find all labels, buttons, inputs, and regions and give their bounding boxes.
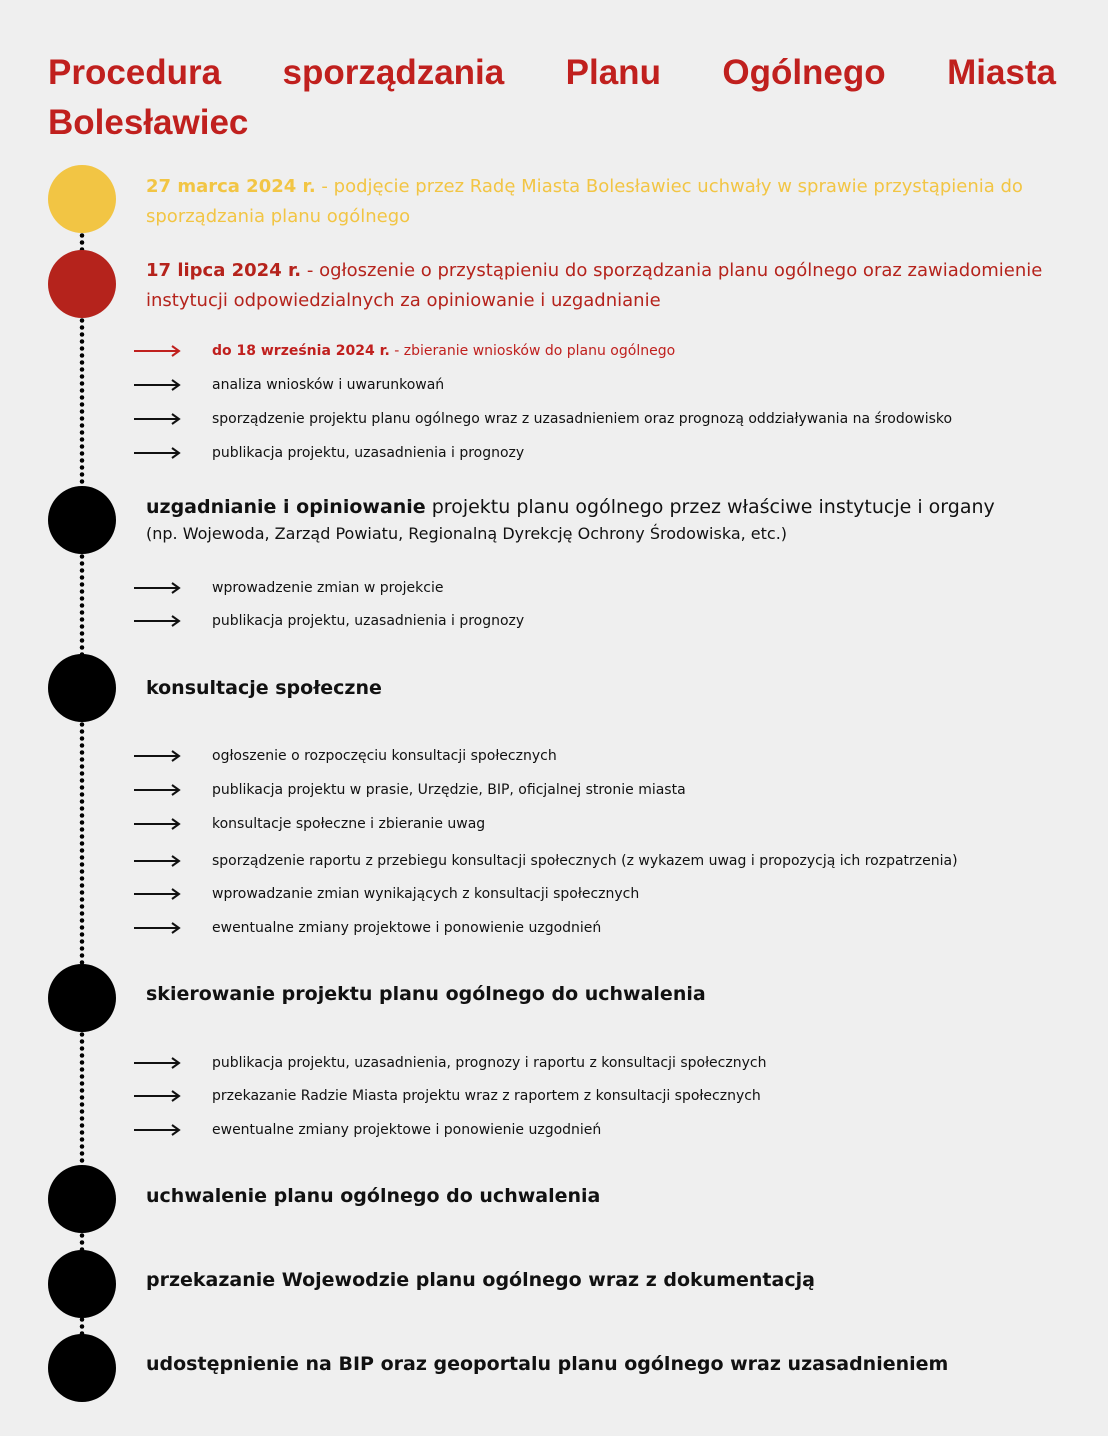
timeline-connector (79, 1316, 85, 1336)
arrow-right-icon (134, 344, 182, 358)
substep-text: ogłoszenie o rozpoczęciu konsultacji społecznych (212, 748, 557, 764)
arrow-right-icon (134, 854, 182, 868)
step-bold: udostępnienie na BIP oraz geoportalu planu ogólnego wraz uzasadnieniem (146, 1353, 949, 1375)
page-title: Procedura sporządzania Planu Ogólnego Miasta Bolesławiec (48, 53, 1056, 142)
arrow-right-icon (134, 446, 182, 460)
substep-item (134, 779, 1054, 801)
timeline-node (48, 1165, 116, 1233)
arrow-right-icon (134, 1056, 182, 1070)
timeline-node-yellow (48, 165, 116, 233)
substep-item (134, 1052, 1054, 1074)
substep-text: analiza wniosków i uwarunkowań (212, 377, 445, 393)
step-publication (146, 1350, 1056, 1378)
arrow-right-icon (134, 378, 182, 392)
step-agreements (146, 493, 1056, 547)
step-text: - podjęcie przez Radę Miasta Bolesławiec uchwały w sprawie przystąpienia do sporządzania planu ogólnego (146, 176, 1023, 227)
step-note: (np. Wojewoda, Zarząd Powiatu, Regionalną Dyrekcję Ochrony Środowiska, etc.) (146, 524, 788, 543)
step-bold: przekazanie Wojewodzie planu ogólnego wraz z dokumentacją (146, 1269, 815, 1291)
substep-text: sporządzenie projektu planu ogólnego wraz z uzasadnieniem oraz prognozą oddziaływania na środowisko (212, 411, 953, 427)
substep-text: ewentualne zmiany projektowe i ponowienie uzgodnień (212, 1122, 602, 1138)
substep-text: przekazanie Radzie Miasta projektu wraz z raportem z konsultacji społecznych (212, 1088, 761, 1104)
substep-item (134, 850, 1054, 872)
substep-item (134, 1119, 1054, 1141)
substep-text: wprowadzanie zmian wynikających z konsultacji społecznych (212, 886, 640, 902)
arrow-right-icon (134, 783, 182, 797)
substep-item (134, 577, 1054, 599)
arrow-right-icon (134, 887, 182, 901)
substep-text: ewentualne zmiany projektowe i ponowienie uzgodnień (212, 920, 602, 936)
substep-item (134, 745, 1054, 767)
substep-item (134, 442, 1054, 464)
substep-text: publikacja projektu, uzasadnienia i prognozy (212, 445, 525, 461)
arrow-right-icon (134, 1123, 182, 1137)
step-announcement (146, 256, 1056, 316)
arrow-right-icon (134, 412, 182, 426)
timeline-node-red (48, 250, 116, 318)
step-bold: uzgadnianie i opiniowanie (146, 496, 426, 518)
substep-item (134, 610, 1054, 632)
timeline-connector (79, 1031, 85, 1166)
timeline-connector (79, 553, 85, 655)
substep-text: wprowadzenie zmian w projekcie (212, 580, 444, 596)
step-date: 17 lipca 2024 r. (146, 260, 302, 281)
substep-item (134, 917, 1054, 939)
substep-text: - zbieranie wniosków do planu ogólnego (389, 343, 676, 359)
step-text: - ogłoszenie o przystąpieniu do sporządzania planu ogólnego oraz zawiadomienie instytucji odpowiedzialnych za opiniowanie i uzgadnianie (146, 260, 1043, 311)
timeline-node (48, 964, 116, 1032)
timeline-connector (79, 317, 85, 487)
timeline-node (48, 486, 116, 554)
substep-item (134, 1085, 1054, 1107)
arrow-right-icon (134, 1089, 182, 1103)
substep-item (134, 340, 1054, 362)
substep-text: sporządzenie raportu z przebiegu konsultacji społecznych (z wykazem uwag i propozycją ich rozpatrzenia) (212, 853, 958, 869)
substep-item (134, 408, 1054, 430)
timeline-node (48, 1250, 116, 1318)
step-bold: skierowanie projektu planu ogólnego do uchwalenia (146, 983, 706, 1005)
step-text: projektu planu ogólnego przez właściwe instytucje i organy (425, 496, 995, 518)
step-submission (146, 980, 1056, 1008)
substep-item (134, 374, 1054, 396)
substep-date: do 18 września 2024 r. (212, 343, 390, 359)
arrow-right-icon (134, 921, 182, 935)
step-adoption (146, 1182, 1056, 1210)
arrow-right-icon (134, 749, 182, 763)
substep-item (134, 883, 1054, 905)
substep-text: publikacja projektu w prasie, Urzędzie, BIP, oficjalnej stronie miasta (212, 782, 686, 798)
step-consultations (146, 674, 1056, 702)
arrow-right-icon (134, 817, 182, 831)
timeline-connector (79, 1232, 85, 1252)
timeline-node (48, 654, 116, 722)
step-voivode-transfer (146, 1266, 1056, 1294)
substep-text: konsultacje społeczne i zbieranie uwag (212, 816, 486, 832)
step-resolution (146, 172, 1056, 232)
timeline-node (48, 1334, 116, 1402)
step-bold: uchwalenie planu ogólnego do uchwalenia (146, 1185, 601, 1207)
substep-item (134, 813, 1054, 835)
arrow-right-icon (134, 614, 182, 628)
substep-text: publikacja projektu, uzasadnienia, prognozy i raportu z konsultacji społecznych (212, 1055, 767, 1071)
substep-text: publikacja projektu, uzasadnienia i prognozy (212, 613, 525, 629)
step-bold: konsultacje społeczne (146, 677, 382, 699)
timeline-connector (79, 721, 85, 965)
step-date: 27 marca 2024 r. (146, 176, 316, 197)
timeline-connector (79, 232, 85, 252)
arrow-right-icon (134, 581, 182, 595)
